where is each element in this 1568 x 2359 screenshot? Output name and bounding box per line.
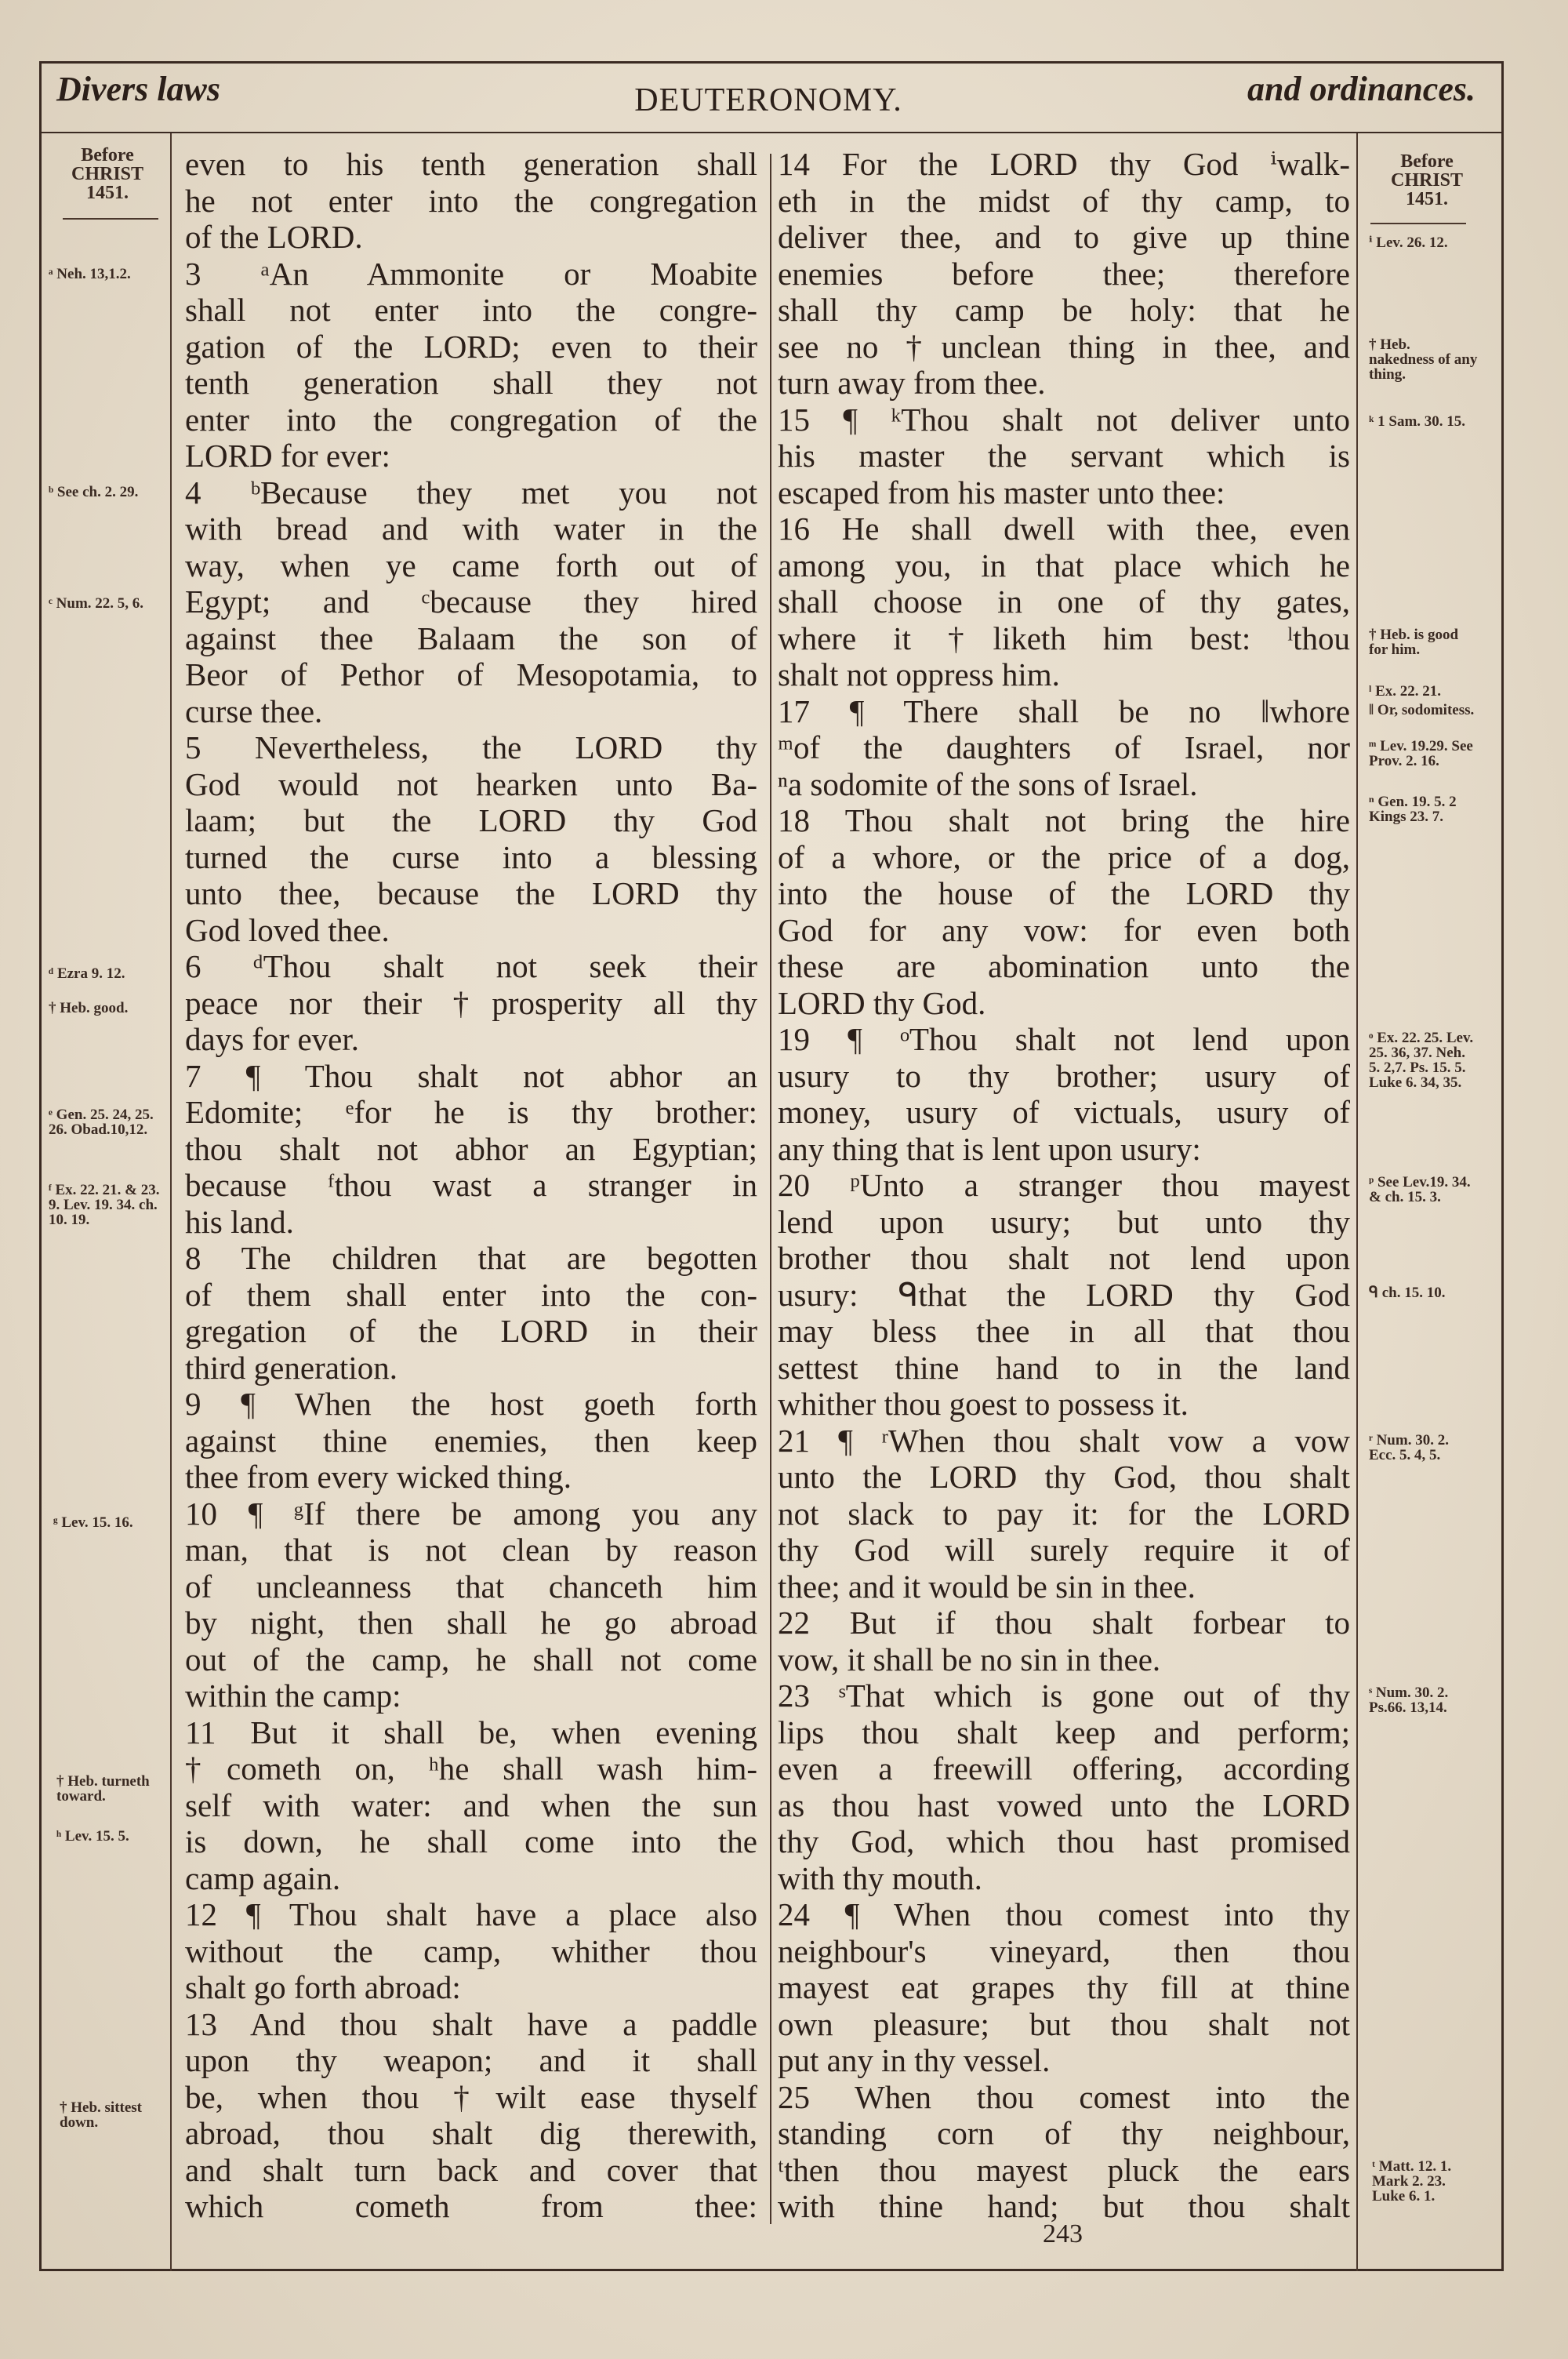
text-line: tenth generation shall they not: [185, 365, 757, 401]
text-line: with thy mouth.: [778, 1859, 982, 1896]
text-line: thee from every wicked thing.: [185, 1459, 572, 1495]
text-line: these are abomination unto the: [778, 948, 1350, 984]
text-line: Edomite; ᵉfor he is thy brother:: [185, 1094, 757, 1130]
text-line: ᵐof the daughters of Israel, nor: [778, 729, 1350, 765]
text-line: 24 ¶ When thou comest into thy: [778, 1896, 1350, 1932]
text-line: usury to thy brother; usury of: [778, 1057, 1350, 1094]
text-line: third generation.: [185, 1349, 397, 1386]
text-line: 17 ¶ There shall be no ‖whore: [778, 692, 1350, 729]
text-line: against thee Balaam the son of: [185, 620, 757, 656]
right-text-column: [778, 146, 1350, 2225]
text-line: Egypt; and ᶜbecause they hired: [185, 583, 757, 620]
date-label: Before: [81, 145, 134, 165]
left-margin-date: [49, 146, 166, 202]
text-line: not slack to pay it: for the LORD: [778, 1495, 1350, 1532]
text-line: curse thee.: [185, 692, 323, 729]
text-line: lend upon usury; but unto thy: [778, 1203, 1350, 1240]
margin-note: † Heb. turneth toward.: [56, 1773, 150, 1805]
text-line: neighbour's vineyard, then thou: [778, 1932, 1350, 1969]
text-line: gregation of the LORD in their: [185, 1313, 757, 1349]
text-line: brother thou shalt not lend upon: [778, 1240, 1350, 1276]
text-line: laam; but the LORD thy God: [185, 802, 757, 838]
text-line: 11 But it shall be, when evening: [185, 1714, 757, 1750]
book-title: DEUTERONOMY.: [634, 82, 902, 118]
text-line: 4 ᵇBecause they met you not: [185, 474, 757, 511]
text-line: deliver thee, and to give up thine: [778, 219, 1350, 255]
text-line: LORD for ever:: [185, 438, 390, 474]
text-line: 3 ᵃAn Ammonite or Moabite: [185, 255, 757, 292]
right-margin-divider: [1356, 133, 1358, 2271]
running-head-left: Divers laws: [56, 70, 220, 108]
text-line: 16 He shall dwell with thee, even: [778, 511, 1350, 547]
margin-note: ˡ Ex. 22. 21.: [1369, 683, 1442, 700]
margin-note: ᵃ Neh. 13,1.2.: [49, 266, 131, 282]
text-line: camp again.: [185, 1859, 341, 1896]
left-margin-divider: [170, 133, 172, 2271]
text-line: money, usury of victuals, usury of: [778, 1094, 1350, 1130]
margin-note: ⁿ Gen. 19. 5. 2 Kings 23. 7.: [1369, 794, 1457, 825]
text-line: †cometh on, ʰhe shall wash him-: [185, 1750, 757, 1787]
margin-note: † Heb. sittest down.: [60, 2099, 143, 2131]
margin-note: † Heb. good.: [49, 1000, 129, 1016]
text-line: his land.: [185, 1203, 294, 1240]
text-line: 18 Thou shalt not bring the hire: [778, 802, 1350, 838]
margin-note: ᶜ Num. 22. 5, 6.: [49, 595, 144, 612]
text-line: own pleasure; but thou shalt not: [778, 2005, 1350, 2042]
text-line: mayest eat grapes thy fill at thine: [778, 1969, 1350, 2005]
text-line: unto thee, because the LORD thy: [185, 875, 757, 911]
text-line: even to his tenth generation shall: [185, 146, 757, 182]
text-line: even a freewill offering, according: [778, 1750, 1350, 1787]
text-line: of them shall enter into the con-: [185, 1276, 757, 1313]
text-line: any thing that is lent upon usury:: [778, 1130, 1201, 1167]
text-line: upon thy weapon; and it shall: [185, 2042, 757, 2078]
text-line: 20 ᵖUnto a stranger thou mayest: [778, 1167, 1350, 1203]
text-line: ⁿa sodomite of the sons of Israel.: [778, 765, 1198, 802]
text-line: 6 ᵈThou shalt not seek their: [185, 948, 757, 984]
text-line: where it †liketh him best: ˡthou: [778, 620, 1350, 656]
text-line: put any in thy vessel.: [778, 2042, 1051, 2078]
text-line: with bread and with water in the: [185, 511, 757, 547]
text-line: 12 ¶ Thou shalt have a place also: [185, 1896, 757, 1932]
text-line: his master the servant which is: [778, 438, 1350, 474]
text-line: 19 ¶ ᵒThou shalt not lend upon: [778, 1021, 1350, 1057]
margin-note: ᵍ Lev. 15. 16.: [53, 1514, 133, 1531]
text-line: which cometh from thee:: [185, 2188, 757, 2224]
text-line: and shalt turn back and cover that: [185, 2151, 757, 2188]
text-line: enter into the congregation of the: [185, 401, 757, 438]
text-line: Beor of Pethor of Mesopotamia, to: [185, 656, 757, 692]
text-line: peace nor their †prosperity all thy: [185, 984, 757, 1021]
text-line: unto the LORD thy God, thou shalt: [778, 1459, 1350, 1495]
margin-note: ʳ Num. 30. 2. Ecc. 5. 4, 5.: [1369, 1432, 1449, 1463]
text-line: may bless thee in all that thou: [778, 1313, 1350, 1349]
text-line: abroad, thou shalt dig therewith,: [185, 2115, 757, 2151]
margin-note: ᑫ ch. 15. 10.: [1369, 1285, 1446, 1301]
margin-note: ᵒ Ex. 22. 25. Lev. 25. 36, 37. Neh. 5. 2,7. Ps. 15. 5. Luke 6. 34, 35.: [1369, 1030, 1474, 1091]
text-line: 21 ¶ ʳWhen thou shalt vow a vow: [778, 1422, 1350, 1459]
margin-note: ᵈ Ezra 9. 12.: [49, 965, 125, 982]
text-line: vow, it shall be no sin in thee.: [778, 1641, 1161, 1677]
date-year: 1451.: [1406, 189, 1448, 209]
text-line: LORD thy God.: [778, 984, 986, 1021]
left-date-rule: [63, 218, 158, 220]
column-divider: [770, 154, 771, 2224]
text-line: see no †unclean thing in thee, and: [778, 328, 1350, 365]
text-line: settest thine hand to in the land: [778, 1349, 1350, 1386]
text-line: is down, he shall come into the: [185, 1823, 757, 1859]
margin-note: ᶠ Ex. 22. 21. & 23. 9. Lev. 19. 34. ch. 10. 19.: [49, 1182, 160, 1228]
right-margin-date: [1368, 152, 1486, 209]
margin-note: ᵖ See Lev.19. 34. & ch. 15. 3.: [1369, 1174, 1471, 1205]
text-line: days for ever.: [185, 1021, 359, 1057]
header-rule: [39, 132, 1504, 133]
page-number: 243: [1043, 2219, 1083, 2248]
margin-note: ⁱ Lev. 26. 12.: [1369, 234, 1448, 251]
text-line: out of the camp, he shall not come: [185, 1641, 757, 1677]
date-label: Before: [1400, 151, 1454, 172]
left-text-column: [185, 146, 757, 2225]
text-line: turned the curse into a blessing: [185, 838, 757, 875]
text-line: 10 ¶ ᵍIf there be among you any: [185, 1495, 757, 1532]
margin-note: ᵉ Gen. 25. 24, 25. 26. Obad.10,12.: [49, 1107, 154, 1138]
text-line: escaped from his master unto thee:: [778, 474, 1225, 511]
margin-note: ᵏ 1 Sam. 30. 15.: [1369, 413, 1466, 430]
margin-note: † Heb. nakedness of any thing.: [1369, 336, 1478, 383]
text-line: turn away from thee.: [778, 365, 1046, 401]
text-line: of a whore, or the price of a dog,: [778, 838, 1350, 875]
text-line: be, when thou †wilt ease thyself: [185, 2078, 757, 2115]
text-line: thou shalt not abhor an Egyptian;: [185, 1130, 757, 1167]
text-line: 14 For the LORD thy God ⁱwalk-: [778, 146, 1350, 182]
text-line: 13 And thou shalt have a paddle: [185, 2005, 757, 2042]
text-line: 23 ˢThat which is gone out of thy: [778, 1677, 1350, 1714]
text-line: of uncleanness that chanceth him: [185, 1568, 757, 1605]
text-line: standing corn of thy neighbour,: [778, 2115, 1350, 2151]
text-line: lips thou shalt keep and perform;: [778, 1714, 1350, 1750]
margin-note: ʰ Lev. 15. 5.: [56, 1828, 129, 1845]
date-era: CHRIST: [1390, 170, 1464, 191]
text-line: shall not enter into the congre-: [185, 292, 757, 328]
text-line: as thou hast vowed unto the LORD: [778, 1787, 1350, 1823]
text-line: God would not hearken unto Ba-: [185, 765, 757, 802]
text-line: without the camp, whither thou: [185, 1932, 757, 1969]
text-line: he not enter into the congregation: [185, 182, 757, 219]
margin-note: ˢ Num. 30. 2. Ps.66. 13,14.: [1369, 1685, 1449, 1716]
margin-note: ‖ Or, sodomitess.: [1369, 702, 1475, 718]
margin-note: ᵐ Lev. 19.29. See Prov. 2. 16.: [1369, 738, 1473, 769]
text-line: shalt go forth abroad:: [185, 1969, 461, 2005]
margin-note: ᵗ Matt. 12. 1. Mark 2. 23. Luke 6. 1.: [1372, 2158, 1452, 2205]
text-line: shall choose in one of thy gates,: [778, 583, 1350, 620]
text-line: among you, in that place which he: [778, 547, 1350, 583]
text-line: God loved thee.: [185, 911, 390, 948]
text-line: shall thy camp be holy: that he: [778, 292, 1350, 328]
text-line: shalt not oppress him.: [778, 656, 1060, 692]
text-line: thy God will surely require it of: [778, 1532, 1350, 1568]
text-line: of the LORD.: [185, 219, 363, 255]
text-line: whither thou goest to possess it.: [778, 1386, 1189, 1422]
right-date-rule: [1370, 223, 1466, 224]
text-line: gation of the LORD; even to their: [185, 328, 757, 365]
text-line: against thine enemies, then keep: [185, 1422, 757, 1459]
text-line: 5 Nevertheless, the LORD thy: [185, 729, 757, 765]
text-line: enemies before thee; therefore: [778, 255, 1350, 292]
running-head-right: and ordinances.: [1247, 70, 1475, 108]
text-line: into the house of the LORD thy: [778, 875, 1350, 911]
text-line: within the camp:: [185, 1677, 401, 1714]
text-line: 25 When thou comest into the: [778, 2078, 1350, 2115]
text-line: thy God, which thou hast promised: [778, 1823, 1350, 1859]
text-line: 7 ¶ Thou shalt not abhor an: [185, 1057, 757, 1094]
text-line: man, that is not clean by reason: [185, 1532, 757, 1568]
text-line: eth in the midst of thy camp, to: [778, 182, 1350, 219]
text-line: by night, then shall he go abroad: [185, 1605, 757, 1641]
text-line: ᵗthen thou mayest pluck the ears: [778, 2151, 1350, 2188]
margin-note: ᵇ See ch. 2. 29.: [49, 484, 139, 500]
text-line: way, when ye came forth out of: [185, 547, 757, 583]
text-line: self with water: and when the sun: [185, 1787, 757, 1823]
text-line: God for any vow: for even both: [778, 911, 1350, 948]
text-line: 22 But if thou shalt forbear to: [778, 1605, 1350, 1641]
text-line: with thine hand; but thou shalt: [778, 2188, 1350, 2224]
text-line: 15 ¶ ᵏThou shalt not deliver unto: [778, 401, 1350, 438]
text-line: because ᶠthou wast a stranger in: [185, 1167, 757, 1203]
date-era: CHRIST: [71, 164, 144, 184]
text-line: 8 The children that are begotten: [185, 1240, 757, 1276]
date-year: 1451.: [86, 183, 129, 203]
margin-note: † Heb. is good for him.: [1369, 627, 1459, 658]
text-line: 9 ¶ When the host goeth forth: [185, 1386, 757, 1422]
text-line: usury: ᑫthat the LORD thy God: [778, 1276, 1350, 1313]
text-line: thee; and it would be sin in thee.: [778, 1568, 1196, 1605]
